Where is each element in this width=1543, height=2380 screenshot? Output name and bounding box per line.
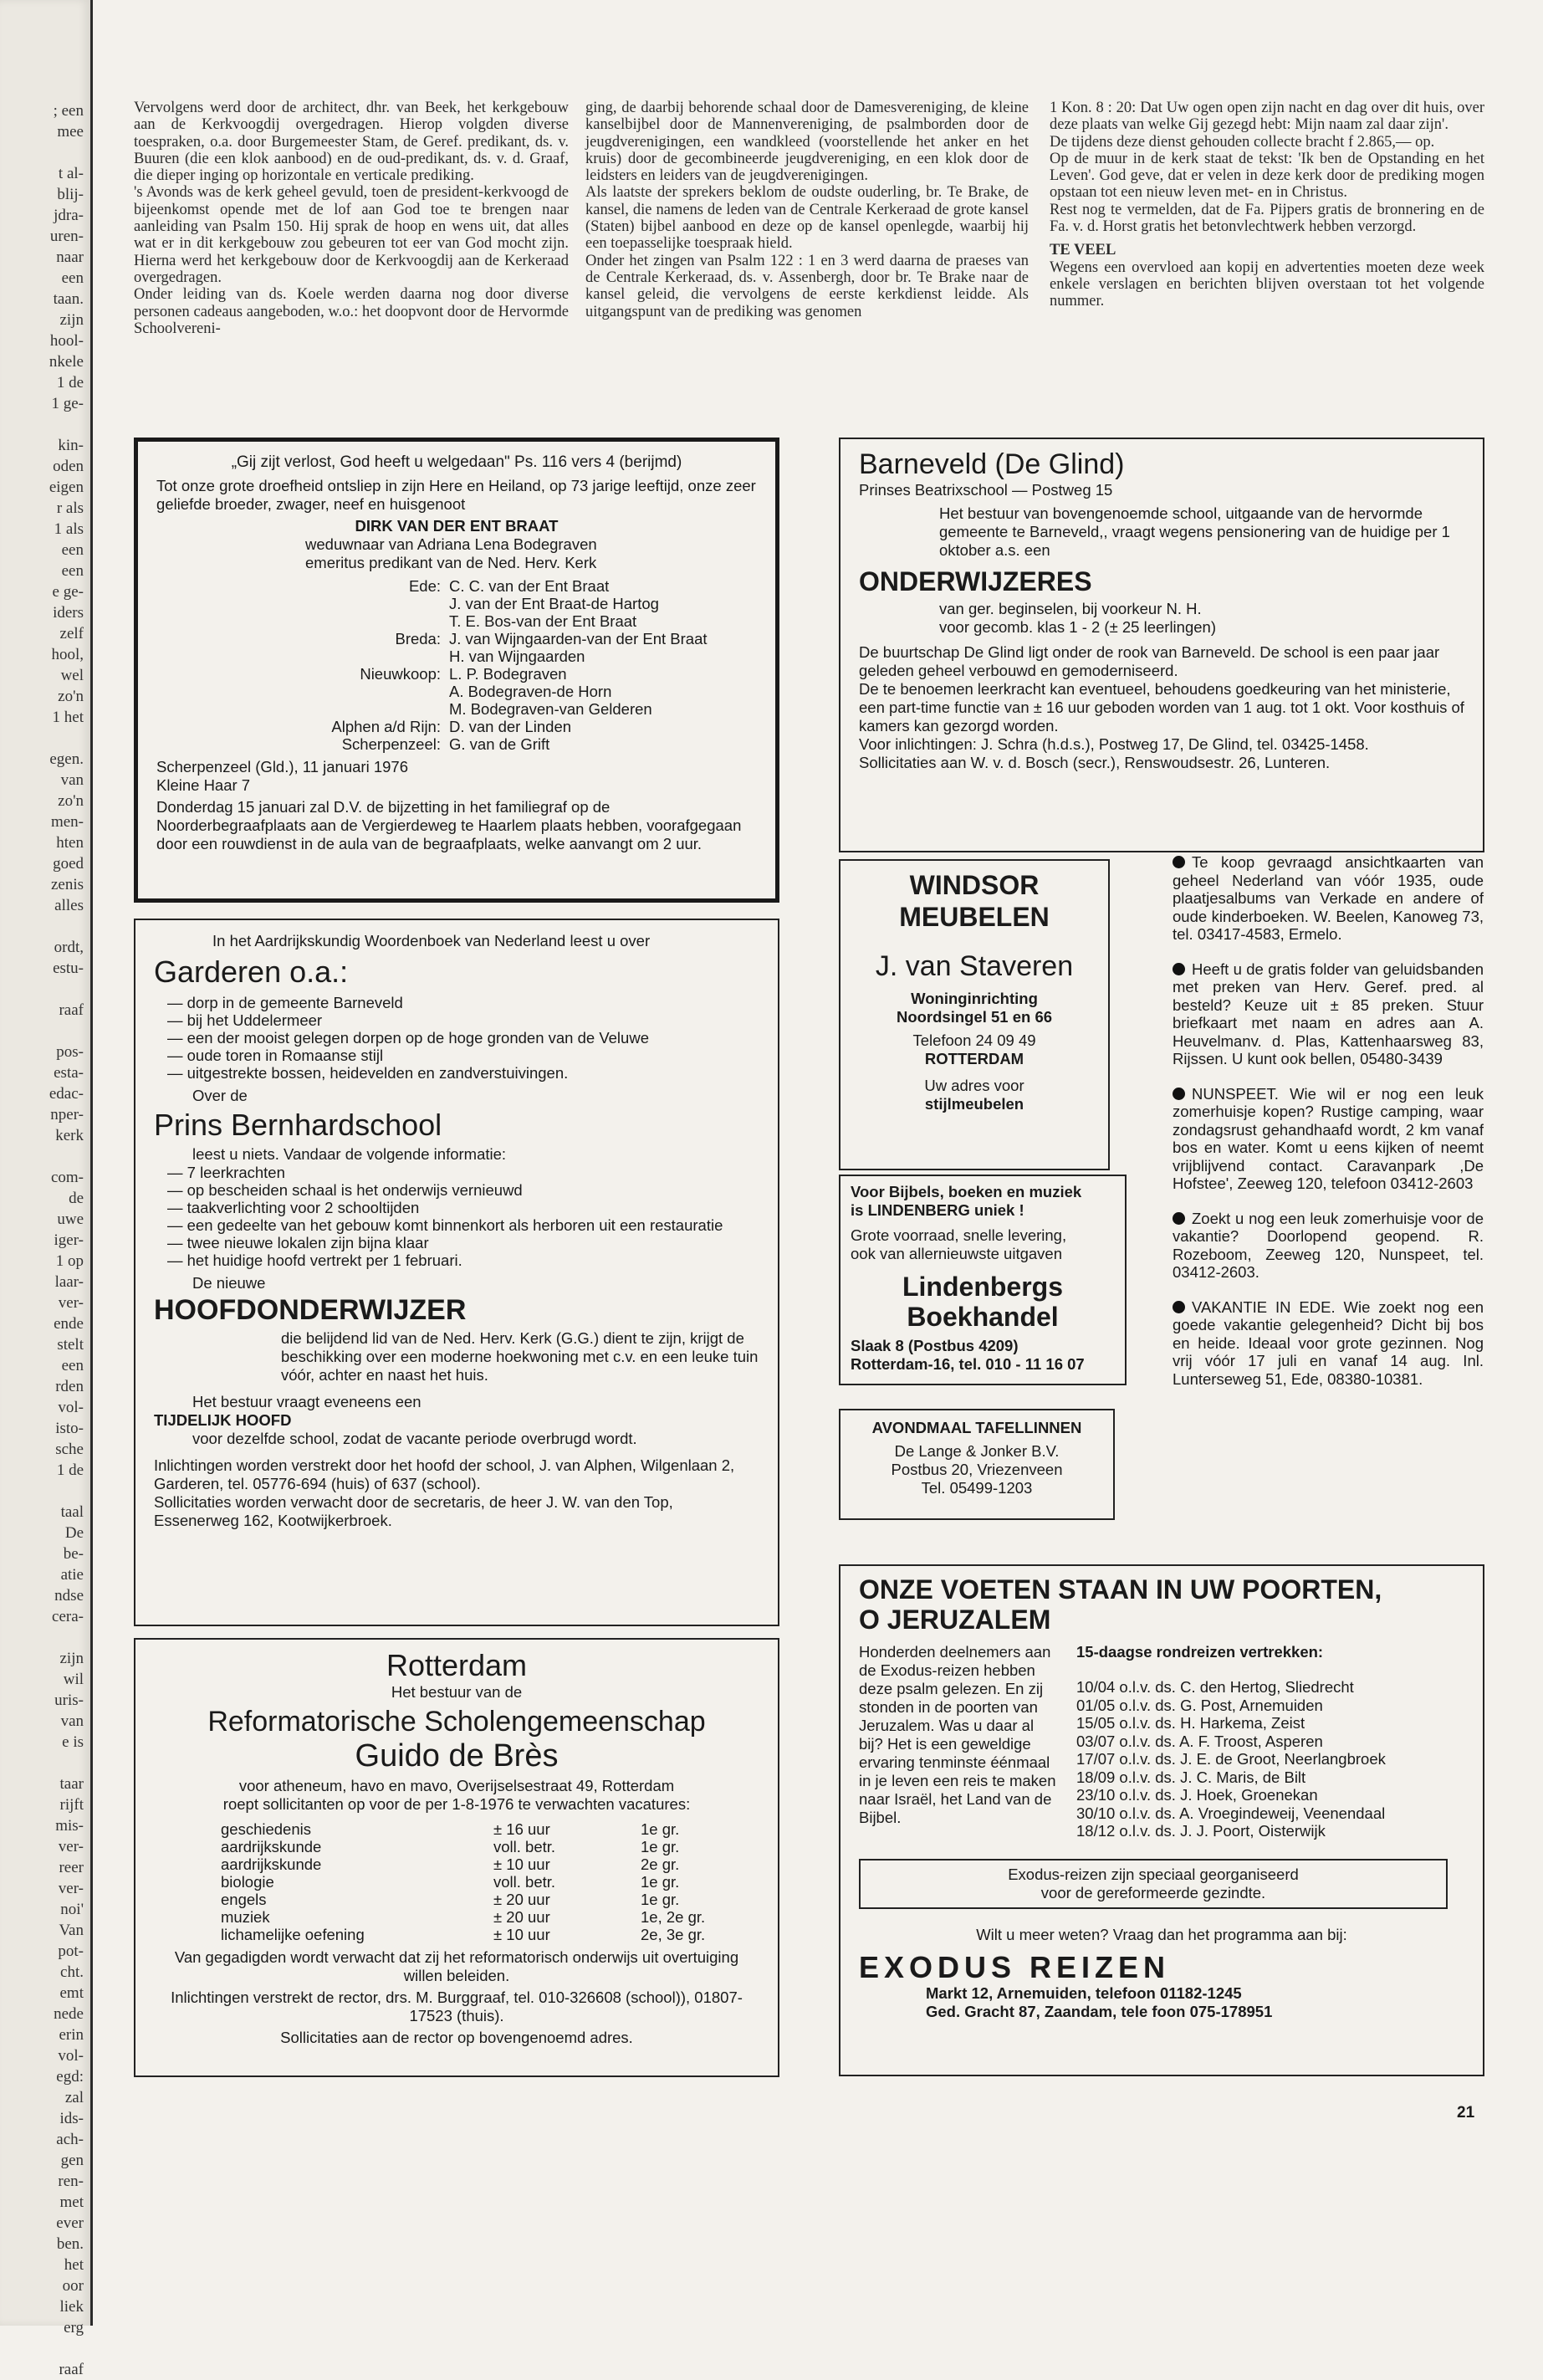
article-column-2 xyxy=(585,100,1029,320)
exodus-ad xyxy=(839,1564,1484,2076)
table-cell: lichamelijke oefening xyxy=(221,1926,365,1943)
windsor-line1: WINDSOR xyxy=(909,870,1040,900)
garderen-also: Het bestuur vraagt eveneens een xyxy=(192,1393,422,1410)
spine-fragment: wil xyxy=(63,1671,84,1688)
family-place xyxy=(156,612,449,630)
windsor-tel: Telefoon 24 09 49 xyxy=(912,1031,1036,1049)
list-item: — een der mooist gelegen dorpen op de hoge gronden van de Veluwe xyxy=(154,1029,759,1047)
spine-fragment: uwe xyxy=(57,1210,84,1228)
spine-fragment: mee xyxy=(57,123,84,141)
spine-fragment: 1 ge- xyxy=(51,395,84,412)
family-row xyxy=(156,700,757,718)
table-cell: 1e gr. xyxy=(641,1891,680,1908)
obituary-date: Scherpenzeel (Gld.), 11 januari 1976 xyxy=(156,758,408,775)
trip-item: 03/07 o.l.v. ds. A. F. Troost, Asperen xyxy=(1076,1732,1323,1750)
spine-fragment: kin- xyxy=(58,437,84,454)
spine-fragment: van xyxy=(60,1712,84,1730)
trip-item: 15/05 o.l.v. ds. H. Harkema, Zeist xyxy=(1076,1714,1305,1732)
list-item: — uitgestrekte bossen, heidevelden en zandverstuivingen. xyxy=(154,1064,759,1082)
classified-ad xyxy=(1173,1298,1484,1389)
teveel-text: Wegens een overvloed aan kopij en advertenties moeten deze week enkele verslagen en berichten blijven overstaan tot het volgende nummer. xyxy=(1050,258,1484,310)
bullet-icon xyxy=(1173,1212,1185,1225)
table-cell: voll. betr. xyxy=(493,1838,556,1855)
rotterdam-note: Van gegadigden wordt verwacht dat zij het reformatorisch onderwijs uit overtuiging willen beleiden. xyxy=(174,1948,739,1984)
spine-fragment: 1 het xyxy=(52,709,84,726)
spine-fragment: e is xyxy=(62,1733,84,1751)
spine-fragment: rijft xyxy=(59,1796,84,1814)
avondmaal-line: De Lange & Jonker B.V. xyxy=(894,1442,1060,1460)
obituary-desc: weduwnaar van Adriana Lena Bodegraven xyxy=(305,535,597,553)
school-name-1: Reformatorische Scholengemeenschap xyxy=(207,1706,706,1738)
spine-fragment: estu- xyxy=(53,960,84,977)
lindenberg-name: Boekhandel xyxy=(907,1302,1059,1332)
spine-fragment: reer xyxy=(59,1859,84,1876)
lindenberg-name: Lindenbergs xyxy=(902,1272,1063,1302)
bullet-icon xyxy=(1173,1301,1185,1313)
spine-fragment: ver- xyxy=(58,1838,84,1855)
exodus-note xyxy=(859,1859,1448,1909)
table-cell: muziek xyxy=(221,1908,270,1926)
spine-fragment: jdra- xyxy=(54,207,84,224)
avondmaal-title: AVONDMAAL TAFELLINNEN xyxy=(871,1419,1082,1436)
position-title: HOOFDONDERWIJZER xyxy=(154,1294,467,1326)
family-place: Scherpenzeel: xyxy=(341,735,441,753)
spine-fragment: zo'n xyxy=(58,688,84,705)
article-column-1 xyxy=(134,100,569,337)
rotterdam-vacancy-ad xyxy=(134,1638,779,2077)
table-cell: biologie xyxy=(221,1873,274,1891)
table-cell: aardrijkskunde xyxy=(221,1838,322,1855)
spine-fragment: r als xyxy=(56,499,84,517)
rotterdam-info: Inlichtingen verstrekt de rector, drs. M. Burggraaf, tel. 010-326608 (school)), 01807-17523 (thuis). xyxy=(171,1988,743,2024)
obituary-family xyxy=(156,577,757,753)
exodus-title: ONZE VOETEN STAAN IN UW POORTEN, xyxy=(859,1574,1382,1605)
spine-fragment: alles xyxy=(54,897,84,914)
family-name: D. van der Linden xyxy=(449,718,572,735)
barneveld-req: voor gecomb. klas 1 - 2 (± 25 leerlingen) xyxy=(939,618,1216,636)
table-cell: 1e, 2e gr. xyxy=(641,1908,706,1926)
obituary-intro: Tot onze grote droefheid ontsliep in zijn Here en Heiland, op 73 jarige leeftijd, onze zeer geliefde broeder, zwager, neef en huisgenoot xyxy=(156,477,756,513)
table-cell: 1e gr. xyxy=(641,1873,680,1891)
teveel-heading: TE VEEL xyxy=(1050,242,1116,259)
classifieds-column xyxy=(1173,853,1484,1405)
spine-fragment: Van xyxy=(59,1922,84,1939)
rotterdam-call: roept sollicitanten op voor de per 1-8-1976 te verwachten vacatures: xyxy=(222,1795,691,1813)
family-name: J. van der Ent Braat-de Hartog xyxy=(449,595,659,612)
classified-ad xyxy=(1173,853,1484,944)
spine-fragment: cht. xyxy=(60,1963,84,1981)
garderen-intro: In het Aardrijkskundig Woordenboek van Nederland leest u over xyxy=(212,932,651,949)
spine-fragment: atie xyxy=(60,1566,84,1584)
barneveld-req: van ger. beginselen, bij voorkeur N. H. xyxy=(939,600,1202,617)
spine-fragment xyxy=(0,142,90,163)
windsor-type: Woninginrichting xyxy=(911,990,1038,1007)
table-cell: ± 20 uur xyxy=(493,1891,550,1908)
article-text: ging, de daarbij behorende schaal door de Damesvereniging, de kleine kanselbijbel door de Mannenvereniging, de psalmborden door de jeugdverenigingen, een wandkleed (voorstellende het anker en het kruis) door de gecombineerde jeugdvereniging, en een klok door de leidsters en leiders van de jeugdverenigingen. Als laatste der sprekers beklom de oudste ouderling, br. Te Brake, de kansel, die namens de leden van de Centrale Kerkeraad de grote kansel (Staten) bijbel aanbood en deze op de kansel openlegde, waarbij hij een toepasselijke toespraak hield. Onder het zingen van Psalm 122 : 1 en 3 werd daarna de praeses van de Centrale Kerkeraad, ds. v. Assenbergh, door br. Te Brake naar de kansel geleid, die vervolgens de eerste kerkdienst leidde. Als uitgangspunt van de prediking was genomen xyxy=(585,100,1029,320)
spine-fragment xyxy=(0,1481,90,1502)
lindenberg-head: is LINDENBERG uniek ! xyxy=(851,1201,1024,1219)
garderen-info: Inlichtingen worden verstrekt door het hoofd der school, J. van Alphen, Wilgenlaan 2, Garderen, tel. 05776-694 (huis) of 637 (school). Sollicitaties worden verwacht door de secretaris, de heer J. W. van den Top, Essenerweg 162, Kootwijkerbroek. xyxy=(154,1456,735,1529)
windsor-slogan: stijlmeubelen xyxy=(924,1095,1024,1113)
family-name: A. Bodegraven-de Horn xyxy=(449,683,612,700)
classified-text: VAKANTIE IN EDE. Wie zoekt nog een goede vakantie gelegenheid? Dicht bij bos en heide. Ideaal voor grote gezinnen. Nog vrij vóór 17 juli en vanaf 14 aug. Inl. Lunterseweg 51, Ede, 08380-10381. xyxy=(1173,1297,1484,1388)
spine-fragment: nkele xyxy=(49,353,84,371)
rotterdam-apply: Sollicitaties aan de rector op bovengenoemd adres. xyxy=(280,2029,633,2046)
spine-fragment: com- xyxy=(50,1169,84,1186)
table-cell: 1e gr. xyxy=(641,1838,680,1855)
family-name: T. E. Bos-van der Ent Braat xyxy=(449,612,637,630)
spine-fragment: taan. xyxy=(53,290,84,308)
school-list xyxy=(154,1164,759,1269)
family-name: J. van Wijngaarden-van der Ent Braat xyxy=(449,630,708,647)
rotterdam-city: Rotterdam xyxy=(386,1648,528,1682)
family-row xyxy=(156,612,757,630)
spine-fragment: ende xyxy=(54,1315,84,1333)
barneveld-vacancy-ad xyxy=(839,438,1484,852)
spine-fragment: cera- xyxy=(52,1608,84,1625)
spine-fragment: het xyxy=(64,2256,84,2274)
article-text: Vervolgens werd door de architect, dhr. van Beek, het kerkgebouw aan de Kerkvoogdij overgedragen. Hierop volgden diverse toespraken, o.a. door Burgemeester Stam, de Geref. predikant, ds. v. Buuren (die een klok aanbood) en de oud-predikant, ds. v. d. Graaf, die dieper inging op horizontale en verticale prediking. 's Avonds was de kerk geheel gevuld, toen de president-kerkvoogd de bijeenkomst opende met de lof aan God toe te brengen naar aanleiding van Psalm 150. Hij sprak de hoop en wens uit, dat alles wat er in dit kerkgebouw zou gebeuren tot eer van God mocht zijn. Hierna werd het kerkgebouw door de Kerkvoogdij aan de Kerkeraad overgedragen. Onder leiding van ds. Koele werden daarna nog door diverse personen cadeaus aangeboden, w.o.: het doopvont door de Hervormde Schoolvereni- xyxy=(134,100,569,337)
spine-fragment: oden xyxy=(53,458,84,475)
family-place xyxy=(156,683,449,700)
table-cell: engels xyxy=(221,1891,267,1908)
trips-heading: 15-daagse rondreizen vertrekken: xyxy=(1076,1643,1324,1661)
family-row xyxy=(156,630,757,647)
obituary-quote: „Gij zijt verlost, God heeft u welgedaan" Ps. 116 vers 4 (berijmd) xyxy=(231,453,682,471)
spine-fragment: 1 als xyxy=(54,520,84,538)
spine-fragment xyxy=(0,728,90,749)
family-place xyxy=(156,595,449,612)
spine-fragment: taar xyxy=(59,1775,84,1793)
article-text: 1 Kon. 8 : 20: Dat Uw ogen open zijn nacht en dag over dit huis, over deze plaats van welke Gij gezegd hebt: Mijn naam zal daar zijn'. De tijdens deze dienst gehouden collecte bracht f 2.865,— op. Op de muur in de kerk staat de tekst: 'Ik ben de Opstanding en het Leven'. God geve, dat er velen in deze kerk door de prediking mogen opstaan tot een nieuw leven met- en in Christus. Rest nog te vermelden, dat de Fa. Pijpers gratis de bronnering en de Fa. v. d. Horst gratis het betonvlechtwerk hebben verzorgd. xyxy=(1050,100,1484,236)
position-text: die belijdend lid van de Ned. Herv. Kerk (G.G.) dient te zijn, krijgt de beschikking over een moderne hoekwoning met c.v. en een leuke tuin vóór, achter en naast het huis. xyxy=(281,1329,759,1384)
lindenberg-addr: Rotterdam-16, tel. 010 - 11 16 07 xyxy=(851,1355,1085,1373)
table-cell: ± 20 uur xyxy=(493,1908,550,1926)
family-place: Nieuwkoop: xyxy=(360,665,441,683)
spine-fragment: nede xyxy=(54,2005,84,2023)
table-cell: ± 16 uur xyxy=(493,1820,550,1838)
family-place: Alphen a/d Rijn: xyxy=(331,718,441,735)
classified-text: Zoekt u nog een leuk zomerhuisje voor de vakantie? Doorlopend geopend. R. Rozeboom, Zeeweg 120, Nunspeet, tel. 03412-2603. xyxy=(1173,1209,1484,1281)
list-item: — op bescheiden schaal is het onderwijs vernieuwd xyxy=(154,1181,759,1199)
table-row xyxy=(221,1820,710,1838)
spine-fragment: ids- xyxy=(59,2110,84,2127)
spine-fragment xyxy=(0,1021,90,1042)
table-cell: 2e gr. xyxy=(641,1855,680,1873)
garderen-list xyxy=(154,994,759,1082)
spine-fragment: een xyxy=(61,1357,84,1374)
family-place xyxy=(156,647,449,665)
classified-text: Te koop gevraagd ansichtkaarten van geheel Nederland van vóór 1935, oude plaatjesalbums van Verkade en andere of oude kinderboeken. W. Beelen, Kanoweg 73, tel. 03417-4583, Ermelo. xyxy=(1173,853,1484,943)
family-row xyxy=(156,718,757,735)
spine-fragment: blij- xyxy=(57,186,84,203)
spine-fragment: ver- xyxy=(58,1880,84,1897)
table-cell: ± 10 uur xyxy=(493,1855,550,1873)
spine-fragment xyxy=(0,414,90,435)
trip-item: 10/04 o.l.v. ds. C. den Hertog, Sliedrecht xyxy=(1076,1678,1354,1696)
spine-fragment: ordt, xyxy=(54,939,84,956)
list-item: — dorp in de gemeente Barneveld xyxy=(154,994,759,1011)
family-name: G. van de Grift xyxy=(449,735,550,753)
spine-fragment: vol- xyxy=(58,1399,84,1416)
classified-ad xyxy=(1173,960,1484,1068)
spine-fragment: egen. xyxy=(49,750,84,768)
spine-fragment: pot- xyxy=(58,1942,84,1960)
spine-fragment: de xyxy=(69,1190,84,1207)
table-cell: 1e gr. xyxy=(641,1820,680,1838)
spine-fragment: erin xyxy=(59,2026,84,2044)
family-row xyxy=(156,577,757,595)
spine-fragment: kerk xyxy=(55,1127,84,1144)
windsor-ad xyxy=(839,859,1110,1170)
spine-fragment: zelf xyxy=(59,625,84,642)
spine-fragment: met xyxy=(59,2193,84,2211)
avondmaal-line: Postbus 20, Vriezenveen xyxy=(891,1461,1063,1478)
spine-fragment: isto- xyxy=(55,1420,84,1437)
spine-fragment: eigen xyxy=(49,479,84,496)
bullet-icon xyxy=(1173,856,1185,868)
spine-fragment: esta- xyxy=(54,1064,84,1082)
exodus-addr: Ged. Gracht 87, Zaandam, tele foon 075-178951 xyxy=(926,2002,1273,2020)
spine-fragment: e ge- xyxy=(52,583,84,601)
table-cell: geschiedenis xyxy=(221,1820,311,1838)
spine-fragment: erg xyxy=(64,2319,84,2336)
spine-fragment: vol- xyxy=(58,2047,84,2065)
trip-item: 23/10 o.l.v. ds. J. Hoek, Groenekan xyxy=(1076,1786,1318,1804)
spine-fragment: uris- xyxy=(54,1692,84,1709)
barneveld-title: Barneveld (De Glind) xyxy=(859,448,1125,480)
table-cell: 2e, 3e gr. xyxy=(641,1926,706,1943)
avondmaal-line: Tel. 05499-1203 xyxy=(921,1479,1033,1497)
spine-fragment: iger- xyxy=(54,1231,84,1249)
table-cell: aardrijkskunde xyxy=(221,1855,322,1873)
lindenberg-addr: Slaak 8 (Postbus 4209) xyxy=(851,1337,1019,1354)
spine-fragment: goed xyxy=(53,855,84,873)
list-item: — het huidige hoofd vertrekt per 1 februari. xyxy=(154,1251,759,1269)
spine-fragment: ver- xyxy=(58,1294,84,1312)
rotterdam-board: Het bestuur van de xyxy=(391,1683,523,1701)
garderen-new: De nieuwe xyxy=(192,1274,266,1292)
spine-fragment: hool- xyxy=(49,332,84,350)
spine-fragment: 1 de xyxy=(56,374,84,392)
barneveld-text2: De buurtschap De Glind ligt onder de rook van Barneveld. De school is een paar jaar geleden geheel verbouwd en gemoderniseerd. De te benoemen leerkracht kan eventueel, behoudens goedkeuring van het ministerie, een part-time functie van ± 16 uur geboden worden van 1 aug. tot 1 okt. Voor kosthuis of kamers kan gezorgd worden. Voor inlichtingen: J. Schra (h.d.s.), Postweg 17, De Glind, tel. 03425-1458. Sollicitaties aan W. v. d. Bosch (secr.), Renswoudsestr. 26, Lunteren. xyxy=(859,643,1464,771)
school-name: Prins Bernhardschool xyxy=(154,1108,442,1142)
school-intro: leest u niets. Vandaar de volgende informatie: xyxy=(192,1145,507,1163)
obituary-name: DIRK VAN DER ENT BRAAT xyxy=(355,517,559,535)
list-item: — bij het Uddelermeer xyxy=(154,1011,759,1029)
spine-fragment: ben. xyxy=(56,2235,84,2253)
bullet-icon xyxy=(1173,963,1185,975)
spine-fragment: zijn xyxy=(59,1650,84,1667)
trip-item: 17/07 o.l.v. ds. J. E. de Groot, Neerlangbroek xyxy=(1076,1750,1386,1768)
garderen-over: Over de xyxy=(192,1087,248,1104)
table-row xyxy=(221,1838,710,1855)
spine-fragment: gen xyxy=(60,2152,84,2169)
lindenberg-head: Voor Bijbels, boeken en muziek xyxy=(851,1183,1082,1200)
exodus-addr: Markt 12, Arnemuiden, telefoon 01182-1245 xyxy=(926,1983,1242,2002)
spine-fragment: raaf xyxy=(59,2361,84,2378)
barneveld-school: Prinses Beatrixschool — Postweg 15 xyxy=(859,481,1113,499)
family-row xyxy=(156,665,757,683)
spine-fragment: een xyxy=(61,562,84,580)
exodus-brand: EXODUS REIZEN xyxy=(859,1949,1171,1984)
classified-text: Heeft u de gratis folder van geluidsbanden met preken van Herv. Geref. pred. al besteld? Keuze uit ± 85 preken. Stuur briefkaart met naam en adres aan A. Heuvelmanv. d. Plas, Kattenhaarsweg 83, Rijssen. U kunt ook bellen, 05480-3439 xyxy=(1173,960,1484,1067)
spine-fragment: liek xyxy=(59,2298,84,2316)
table-row xyxy=(221,1891,710,1908)
spine-fragment: van xyxy=(60,771,84,789)
windsor-addr: Noordsingel 51 en 66 xyxy=(896,1008,1053,1026)
list-item: — een gedeelte van het gebouw komt binnenkort als herboren uit een restauratie xyxy=(154,1216,759,1234)
spine-fragment: ever xyxy=(56,2214,84,2232)
lindenberg-ad xyxy=(839,1175,1127,1385)
spine-fragment: noi' xyxy=(60,1901,84,1918)
spine-fragment: hten xyxy=(56,834,84,852)
obituary-address: Kleine Haar 7 xyxy=(156,776,251,794)
avondmaal-ad xyxy=(839,1409,1115,1520)
spine-fragment: hool, xyxy=(51,646,84,663)
exodus-note-line: voor de gereformeerde gezindte. xyxy=(1040,1883,1266,1901)
spine-fragment: naar xyxy=(56,248,84,266)
barneveld-position: ONDERWIJZERES xyxy=(859,566,1092,596)
spine-fragment: rden xyxy=(55,1378,84,1395)
spine-fragment: zal xyxy=(64,2089,84,2106)
exodus-note-line: Exodus-reizen zijn speciaal georganiseerd xyxy=(1008,1865,1299,1883)
family-row xyxy=(156,683,757,700)
spine-fragment: nper- xyxy=(50,1106,84,1123)
family-name: H. van Wijngaarden xyxy=(449,647,585,665)
spine-fragment: 1 op xyxy=(55,1252,84,1270)
windsor-line2: MEUBELEN xyxy=(899,902,1050,932)
table-cell: voll. betr. xyxy=(493,1873,556,1891)
page-number: 21 xyxy=(1457,2104,1475,2122)
family-place: Breda: xyxy=(395,630,441,647)
table-row xyxy=(221,1926,710,1943)
spine-fragment: De xyxy=(64,1524,84,1542)
spine-fragment xyxy=(0,1627,90,1648)
school-name-2: Guido de Brès xyxy=(355,1738,559,1773)
spine-fragment: be- xyxy=(63,1545,84,1563)
list-item: — twee nieuwe lokalen zijn bijna klaar xyxy=(154,1234,759,1251)
spine-fragment xyxy=(0,1146,90,1167)
obituary-ad xyxy=(134,438,779,903)
temp-text: voor dezelfde school, zodat de vacante periode overbrugd wordt. xyxy=(192,1430,637,1447)
article-column-3 xyxy=(1050,100,1484,310)
garderen-vacancy-ad xyxy=(134,919,779,1626)
spine-fragment: zenis xyxy=(50,876,84,893)
spine-fragment: ; een xyxy=(53,102,84,120)
family-place xyxy=(156,700,449,718)
spine-fragment xyxy=(0,1753,90,1773)
lindenberg-text: ook van allernieuwste uitgaven xyxy=(851,1245,1062,1262)
spine-fragment: ren- xyxy=(58,2173,84,2190)
windsor-name: J. van Staveren xyxy=(875,950,1074,982)
spine-fragment: een xyxy=(61,269,84,287)
spine-fragment: raaf xyxy=(59,1001,84,1019)
trip-item: 30/10 o.l.v. ds. A. Vroegindeweij, Veenendaal xyxy=(1076,1804,1386,1822)
trip-item: 18/12 o.l.v. ds. J. J. Poort, Oisterwijk xyxy=(1076,1822,1326,1840)
list-item: — oude toren in Romaanse stijl xyxy=(154,1047,759,1064)
windsor-city: ROTTERDAM xyxy=(924,1050,1024,1067)
spine-fragment: 1 de xyxy=(56,1461,84,1479)
trip-item: 18/09 o.l.v. ds. J. C. Maris, de Bilt xyxy=(1076,1768,1306,1786)
trip-item: 01/05 o.l.v. ds. G. Post, Arnemuiden xyxy=(1076,1696,1323,1714)
facing-page-fragment xyxy=(0,0,93,2378)
spine-fragment: pos- xyxy=(56,1043,84,1061)
family-name: M. Bodegraven-van Gelderen xyxy=(449,700,652,718)
spine-fragment xyxy=(0,2338,90,2359)
temp-title: TIJDELIJK HOOFD xyxy=(154,1411,292,1429)
exodus-trips xyxy=(1076,1643,1386,1840)
obituary-desc: emeritus predikant van de Ned. Herv. Kerk xyxy=(305,554,597,571)
spine-fragment: uren- xyxy=(49,228,84,245)
windsor-slogan: Uw adres voor xyxy=(924,1077,1024,1094)
family-row xyxy=(156,595,757,612)
spine-fragment: zijn xyxy=(59,311,84,329)
exodus-left: Honderden deelnemers aan de Exodus-reizen hebben deze psalm gelezen. En zij stonden in de poorten van Jeruzalem. Was u daar al bij? Het is een geweldige ervaring tenminste éénmaal in je leven een reis te maken naar Israël, het Land van de Bijbel. xyxy=(859,1643,1056,1826)
garderen-title: Garderen o.a.: xyxy=(154,955,349,989)
classified-ad xyxy=(1173,1085,1484,1193)
classified-text: NUNSPEET. Wie wil er nog een leuk zomerhuisje kopen? Rustige camping, waar zondagsrust gehandhaafd wordt, 2 km vanaf bos en water. Komt u eens kijken of neemt vrijblijvend contact. Caravanpark ,De Hofstee', Zeeweg 120, telefoon 03412-2603 xyxy=(1173,1084,1484,1192)
family-place: Ede: xyxy=(408,577,441,595)
family-row xyxy=(156,735,757,753)
spine-fragment: ndse xyxy=(54,1587,84,1605)
spine-fragment: emt xyxy=(59,1984,84,2002)
classified-ad xyxy=(1173,1210,1484,1282)
spine-fragment xyxy=(0,916,90,937)
table-row xyxy=(221,1908,710,1926)
barneveld-text1: Het bestuur van bovengenoemde school, uitgaande van de hervormde gemeente te Barneveld,, vraagt wegens pensionering van de huidige per 1 oktober a.s. een xyxy=(939,504,1450,559)
spine-fragment: mis- xyxy=(55,1817,84,1835)
obituary-funeral: Donderdag 15 januari zal D.V. de bijzetting in het familiegraf op de Noorderbegraafplaats aan de Vergierdeweg te Haarlem plaats hebben, voorafgegaan door een rouwdienst in de aula van de begraafplaats, welke aanvangt om 2 uur. xyxy=(156,798,742,852)
spine-fragment xyxy=(0,979,90,1000)
family-name: L. P. Bodegraven xyxy=(449,665,567,683)
spine-fragment: sche xyxy=(55,1441,84,1458)
spine-fragment: oor xyxy=(62,2277,84,2295)
vacancy-table xyxy=(221,1820,710,1943)
spine-fragment: een xyxy=(61,541,84,559)
table-row xyxy=(221,1873,710,1891)
spine-fragment: taal xyxy=(60,1503,84,1521)
family-row xyxy=(156,647,757,665)
bullet-icon xyxy=(1173,1088,1185,1100)
spine-fragment: zo'n xyxy=(58,792,84,810)
spine-fragment: iders xyxy=(53,604,84,622)
table-row xyxy=(221,1855,710,1873)
trips-list xyxy=(1076,1678,1386,1840)
family-name: C. C. van der Ent Braat xyxy=(449,577,610,595)
rotterdam-for: voor atheneum, havo en mavo, Overijselsestraat 49, Rotterdam xyxy=(238,1777,675,1794)
exodus-more: Wilt u meer weten? Vraag dan het programma aan bij: xyxy=(976,1925,1347,1943)
list-item: — 7 leerkrachten xyxy=(154,1164,759,1181)
spine-fragment: t al- xyxy=(58,165,84,182)
spine-fragment: ach- xyxy=(56,2131,84,2148)
lindenberg-text: Grote voorraad, snelle levering, xyxy=(851,1226,1067,1244)
spine-fragment: egd: xyxy=(56,2068,84,2086)
spine-fragment: laar- xyxy=(54,1273,84,1291)
exodus-title: O JERUZALEM xyxy=(859,1605,1051,1635)
list-item: — taakverlichting voor 2 schooltijden xyxy=(154,1199,759,1216)
spine-fragment: wel xyxy=(60,667,84,684)
spine-fragment: stelt xyxy=(57,1336,84,1354)
table-cell: ± 10 uur xyxy=(493,1926,550,1943)
spine-fragment: edac- xyxy=(49,1085,84,1103)
spine-fragment: men- xyxy=(50,813,84,831)
